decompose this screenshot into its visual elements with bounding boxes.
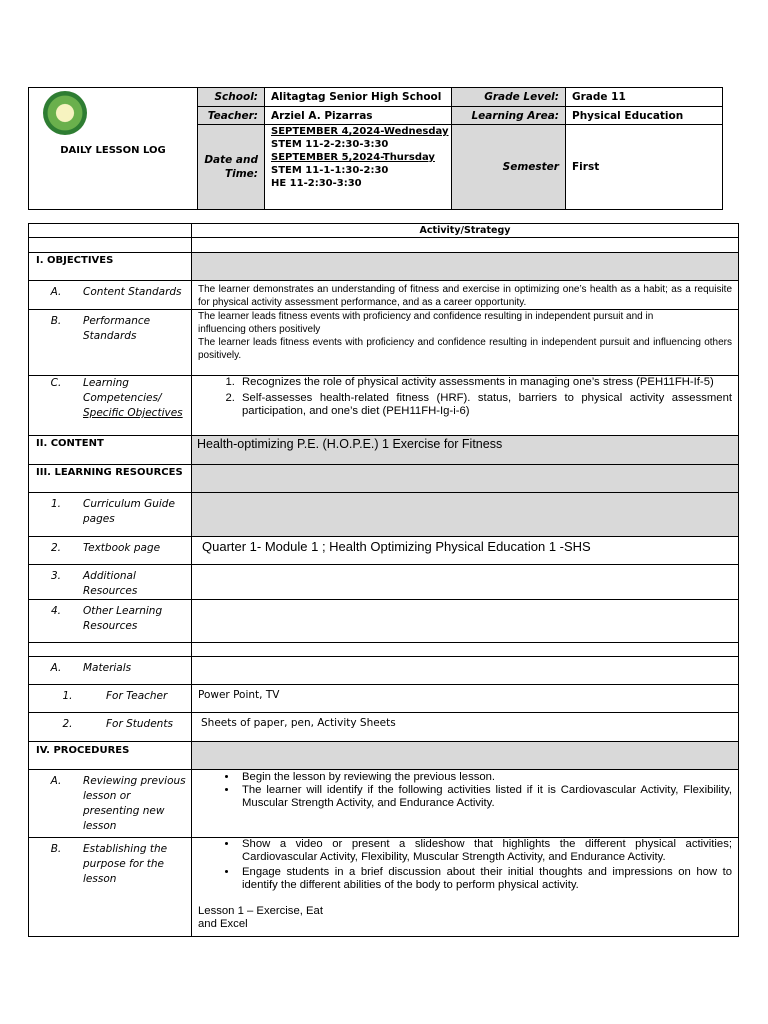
blank-cell [192, 238, 739, 253]
item-number: A. [50, 662, 62, 674]
item-label: Performance Standards [83, 315, 151, 342]
list-item: 2. Self-assesses health-related fitness (HRF). status, barriers to physical activity assessment participation, and one’s diet (PEH11FH-Ig-i-6) [238, 392, 732, 418]
item-label: Additional Resources [83, 570, 138, 597]
area-value: Physical Education [566, 107, 723, 125]
lesson-log-header [28, 87, 723, 210]
establishing-list [192, 838, 732, 892]
item-label: Curriculum Guide pages [83, 498, 175, 525]
datetime-value [265, 125, 452, 210]
additional-resources-activity [192, 565, 739, 600]
date-line: SEPTEMBER 5,2024-Thursday [271, 152, 435, 163]
for-students-label [29, 713, 192, 742]
logo-cell [29, 88, 198, 210]
establishing-list-cell [192, 838, 739, 937]
performance-text-line: The learner leads fitness events with proficiency and confidence resulting in independent pursuit and influencing others positively. [198, 337, 732, 361]
additional-resources-label [29, 565, 192, 600]
item-label: Materials [83, 662, 132, 674]
item-number: 2. [62, 718, 73, 730]
list-item: 1. Recognizes the role of physical activity assessments in managing one’s stress (PEH11FH-If-5) [238, 376, 732, 389]
semester-label: Semester [452, 125, 566, 210]
area-label: Learning Area: [452, 107, 566, 125]
list-item: • Begin the lesson by reviewing the previous lesson. [238, 771, 732, 784]
performance-standards-text [192, 310, 739, 376]
date-line: SEPTEMBER 4,2024-Wednesday [271, 126, 449, 137]
procedures-activity [192, 742, 739, 770]
for-teacher-text: Power Point, TV [192, 685, 739, 713]
semester-value: First [566, 125, 723, 210]
school-seal-icon [43, 91, 87, 135]
blank-cell [192, 643, 739, 657]
date-line: STEM 11-1-1:30-2:30 [271, 165, 389, 176]
content-text: Health-optimizing P.E. (H.O.P.E.) 1 Exercise for Fitness [192, 436, 739, 465]
item-number: A. [50, 775, 62, 787]
content-standards-label [29, 281, 192, 310]
item-number: 3. [50, 570, 62, 582]
objectives-activity [192, 253, 739, 281]
item-label: Establishing the purpose for the lesson [83, 843, 168, 885]
item-label: For Teacher [106, 690, 168, 702]
competencies-list-cell [192, 376, 739, 436]
for-teacher-label [29, 685, 192, 713]
datetime-label: Date and Time: [198, 125, 265, 210]
for-students-text: Sheets of paper, pen, Activity Sheets [192, 713, 739, 742]
textbook-label [29, 537, 192, 565]
list-item: • The learner will identify if the following activities listed if it is Cardiovascular Activity, Flexibility, Muscular Strength Activity, and Endurance Activity. [238, 784, 732, 810]
reviewing-label [29, 770, 192, 838]
curriculum-guide-activity [192, 493, 739, 537]
establishing-label [29, 838, 192, 937]
label-line: Learning [83, 377, 129, 389]
item-number: A. [50, 286, 62, 298]
lesson-title-line: and Excel [198, 918, 248, 930]
materials-activity [192, 657, 739, 685]
item-number: C. [50, 377, 62, 389]
performance-text-line: influencing others positively [198, 324, 321, 335]
performance-standards-label [29, 310, 192, 376]
item-number: 1. [50, 498, 62, 510]
curriculum-guide-label [29, 493, 192, 537]
item-label [83, 376, 183, 421]
page-title: DAILY LESSON LOG [60, 145, 166, 156]
content-heading: II. CONTENT [29, 436, 192, 465]
item-number: B. [50, 843, 62, 855]
textbook-text: Quarter 1- Module 1 ; Health Optimizing Physical Education 1 -SHS [192, 537, 739, 565]
learning-resources-heading: III. LEARNING RESOURCES [29, 465, 192, 493]
item-label: Reviewing previous lesson or presenting new lesson [83, 775, 186, 832]
reviewing-list [192, 771, 732, 810]
item-label: Textbook page [83, 542, 161, 554]
blank-cell [29, 643, 192, 657]
label-line: Specific Objectives [83, 407, 183, 419]
school-label: School: [198, 88, 265, 107]
item-label: Content Standards [83, 286, 182, 298]
reviewing-list-cell [192, 770, 739, 838]
item-label: For Students [106, 718, 173, 730]
school-value: Alitagtag Senior High School [265, 88, 452, 107]
blank-cell [29, 238, 192, 253]
lesson-title-line: Lesson 1 – Exercise, Eat [198, 905, 323, 917]
competencies-label [29, 376, 192, 436]
item-number: 2. [50, 542, 62, 554]
competencies-list [192, 376, 732, 418]
content-standards-text: The learner demonstrates an understanding of fitness and exercise in optimizing one’s health as a habit; as a requisite for physical activity assessment performance, and as a career opportunity. [192, 281, 739, 310]
performance-text-line: The learner leads fitness events with proficiency and confidence resulting in independent pursuit and in [198, 311, 654, 322]
label-line: Competencies/ [83, 392, 162, 404]
teacher-label: Teacher: [198, 107, 265, 125]
other-resources-label [29, 600, 192, 643]
teacher-value: Arziel A. Pizarras [265, 107, 452, 125]
learning-resources-activity [192, 465, 739, 493]
date-line: STEM 11-2-2:30-3:30 [271, 139, 389, 150]
materials-label [29, 657, 192, 685]
header-blank-cell [29, 224, 192, 238]
list-item: • Show a video or present a slideshow that highlights the different physical activities; Cardiovascular Activity, Flexibility, Muscular Strength Activity, and Endurance Activity. [238, 838, 732, 864]
item-number: 1. [62, 690, 73, 702]
list-item: • Engage students in a brief discussion about their initial thoughts and impressions on how to identify the different abilities of the body to perform physical activity. [238, 866, 732, 892]
lesson-plan-table [28, 223, 739, 937]
procedures-heading: IV. PROCEDURES [29, 742, 192, 770]
grade-value: Grade 11 [566, 88, 723, 107]
objectives-heading: I. OBJECTIVES [29, 253, 192, 281]
item-label: Other Learning Resources [83, 605, 163, 632]
grade-label: Grade Level: [452, 88, 566, 107]
date-line: HE 11-2:30-3:30 [271, 178, 362, 189]
column-header: Activity/Strategy [192, 224, 739, 238]
item-number: B. [50, 315, 62, 327]
other-resources-activity [192, 600, 739, 643]
item-number: 4. [50, 605, 62, 617]
